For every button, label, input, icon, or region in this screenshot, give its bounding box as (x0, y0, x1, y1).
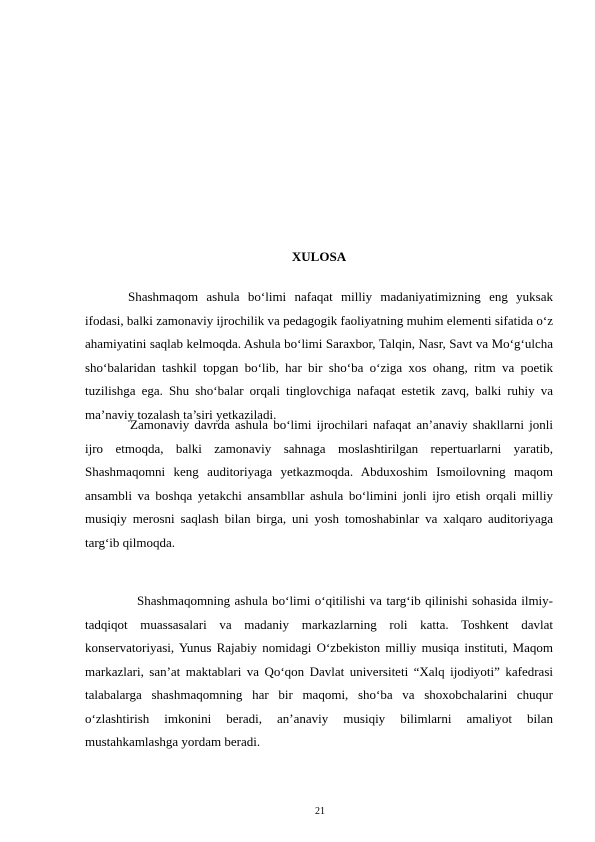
paragraph-1: Shashmaqom ashula bo‘limi nafaqat milliy madaniyatimizning eng yuksak ifodasi, balki zamonaviy ijrochilik va pedagogik faoliyatning muhim elementi sifatida o‘z ahamiyatini saqlab kelmoqda. Ashula bo‘limi Saraxbor, Talqin, Nasr, Savt va Mo‘g‘ulcha sho‘balaridan tashkil topgan bo‘lib, har bir sho‘ba o‘ziga xos ohang, ritm va poetik tuzilishga ega. Shu sho‘balar orqali tinglovchiga nafaqat estetik zavq, balki ruhiy va ma’naviy tozalash ta’siri yetkaziladi. (85, 289, 553, 422)
page-number: 21 (315, 806, 325, 817)
paragraph-3: Shashmaqomning ashula bo‘limi o‘qitilishi va targ‘ib qilinishi sohasida ilmiy-tadqiqot muassasalari va madaniy markazlarning roli katta. Toshkent davlat konservatoriyasi, Yunus Rajabiy nomidagi O‘zbekiston milliy musiqa instituti, Maqom markazlari, san’at maktablari va Qo‘qon Davlat universiteti “Xalq ijodiyoti” kafedrasi talabalarga shashmaqomning har bir maqomi, sho‘ba va shoxobchalarini chuqur o‘zlashtirish imkonini beradi, an’anaviy musiqiy bilimlarni amaliyot bilan mustahkamlashga yordam beradi. (85, 593, 553, 749)
paragraph-2: Zamonaviy davrda ashula bo‘limi ijrochilari nafaqat an’anaviy shakllarni jonli ijro etmoqda, balki zamonaviy sahnaga moslashtirilgan repertuarlarni yaratib, Shashmaqomni keng auditoriyaga yetkazmoqda. Abduxoshim Ismoilovning maqom ansambli va boshqa yetakchi ansambllar ashula bo‘limini jonli ijro etish orqali milliy musiqiy merosni saqlash bilan birga, uni yosh tomoshabinlar va xalqaro auditoriyaga targ‘ib qilmoqda. (85, 417, 553, 550)
section-heading (85, 248, 553, 266)
heading-text: XULOSA (291, 249, 347, 264)
